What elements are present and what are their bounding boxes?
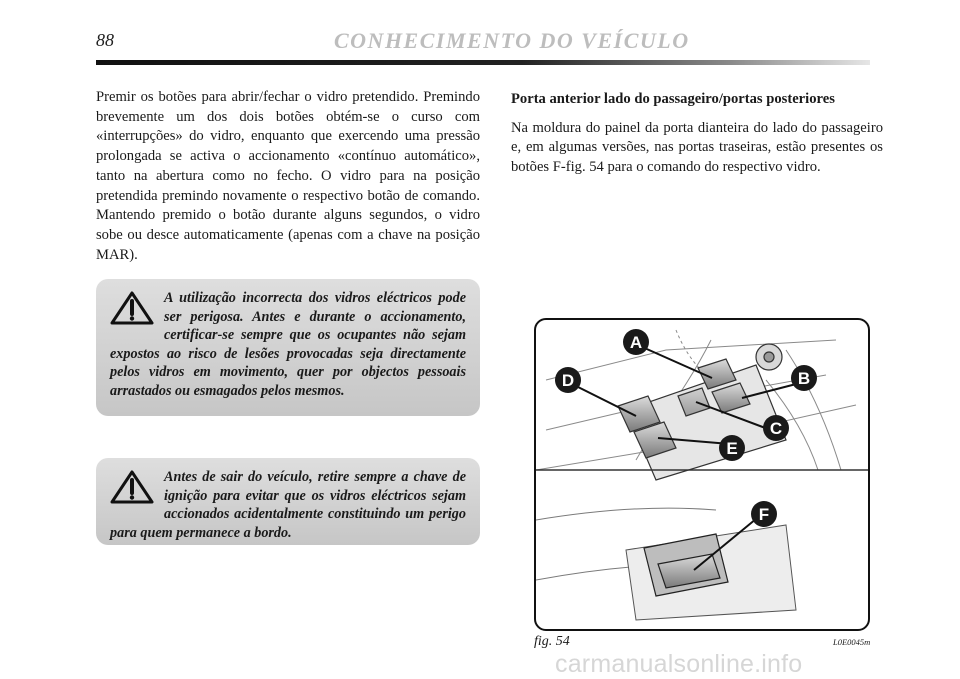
svg-text:E: E bbox=[726, 439, 738, 458]
svg-text:B: B bbox=[797, 369, 811, 388]
svg-text:A: A bbox=[629, 333, 643, 352]
callout-c bbox=[763, 415, 789, 441]
body-paragraph: Premir os botões para abrir/fechar o vidro pretendido. Premindo brevemente um dos dois botões obtém-se o curso com «interrupções» do vidro, enquanto que exercendo uma pressão prolongada se activa o accionamento «contínuo automático», tanto na abertura como no fecho. O vidro para na posição pretendida premindo novamente o respectivo botão de comando. Mantendo premido o botão durante alguns segundos, o vidro sobe ou desce automaticamente (apenas com a chave na posição MAR). bbox=[96, 89, 480, 263]
figure-54 bbox=[534, 318, 870, 631]
callout-f bbox=[751, 501, 777, 527]
left-column bbox=[96, 88, 480, 265]
page-number: 88 bbox=[96, 30, 114, 50]
warning-triangle-icon bbox=[110, 470, 154, 504]
figure-code: L0E0045m bbox=[833, 637, 871, 647]
figure-caption: fig. 54 bbox=[534, 634, 570, 649]
header-rule bbox=[96, 60, 870, 65]
body-paragraph: Na moldura do painel da porta dianteira do lado do passageiro e, em algumas versões, nas portas traseiras, estão presentes os botões F-fig. 54 para o comando do respectivo vidro. bbox=[511, 119, 883, 176]
right-column bbox=[511, 90, 883, 178]
warning-box-2 bbox=[96, 458, 480, 545]
svg-text:D: D bbox=[561, 371, 575, 390]
warning-text: Antes de sair do veículo, retire sempre a chave de ignição para evitar que os vidros eléctricos sejam accionados acidentalmente constituindo um perigo para quem permanece a bordo. bbox=[110, 469, 466, 541]
warning-triangle-icon bbox=[110, 291, 154, 325]
callout-d bbox=[555, 367, 581, 393]
window-switch-illustration bbox=[536, 320, 868, 629]
svg-text:F: F bbox=[758, 505, 770, 524]
svg-text:C: C bbox=[769, 419, 783, 438]
running-title: CONHECIMENTO DO VEÍCULO bbox=[334, 28, 690, 53]
switch-panel bbox=[618, 344, 786, 480]
section-heading: Porta anterior lado do passageiro/portas posteriores bbox=[511, 91, 835, 107]
watermark: carmanualsonline.info bbox=[555, 650, 803, 678]
callout-b bbox=[791, 365, 817, 391]
warning-text: A utilização incorrecta dos vidros eléctricos pode ser perigosa. Antes e durante o accionamento, certificar-se sempre que os ocupantes não sejam expostos ao risco de lesões provocadas seja directamente pelos vidros em movimento, quer por objectos pessoais arrastados ou esmagados pelos mesmos. bbox=[110, 290, 466, 399]
warning-box-1 bbox=[96, 279, 480, 416]
callout-a bbox=[623, 329, 649, 355]
callout-e bbox=[719, 435, 745, 461]
